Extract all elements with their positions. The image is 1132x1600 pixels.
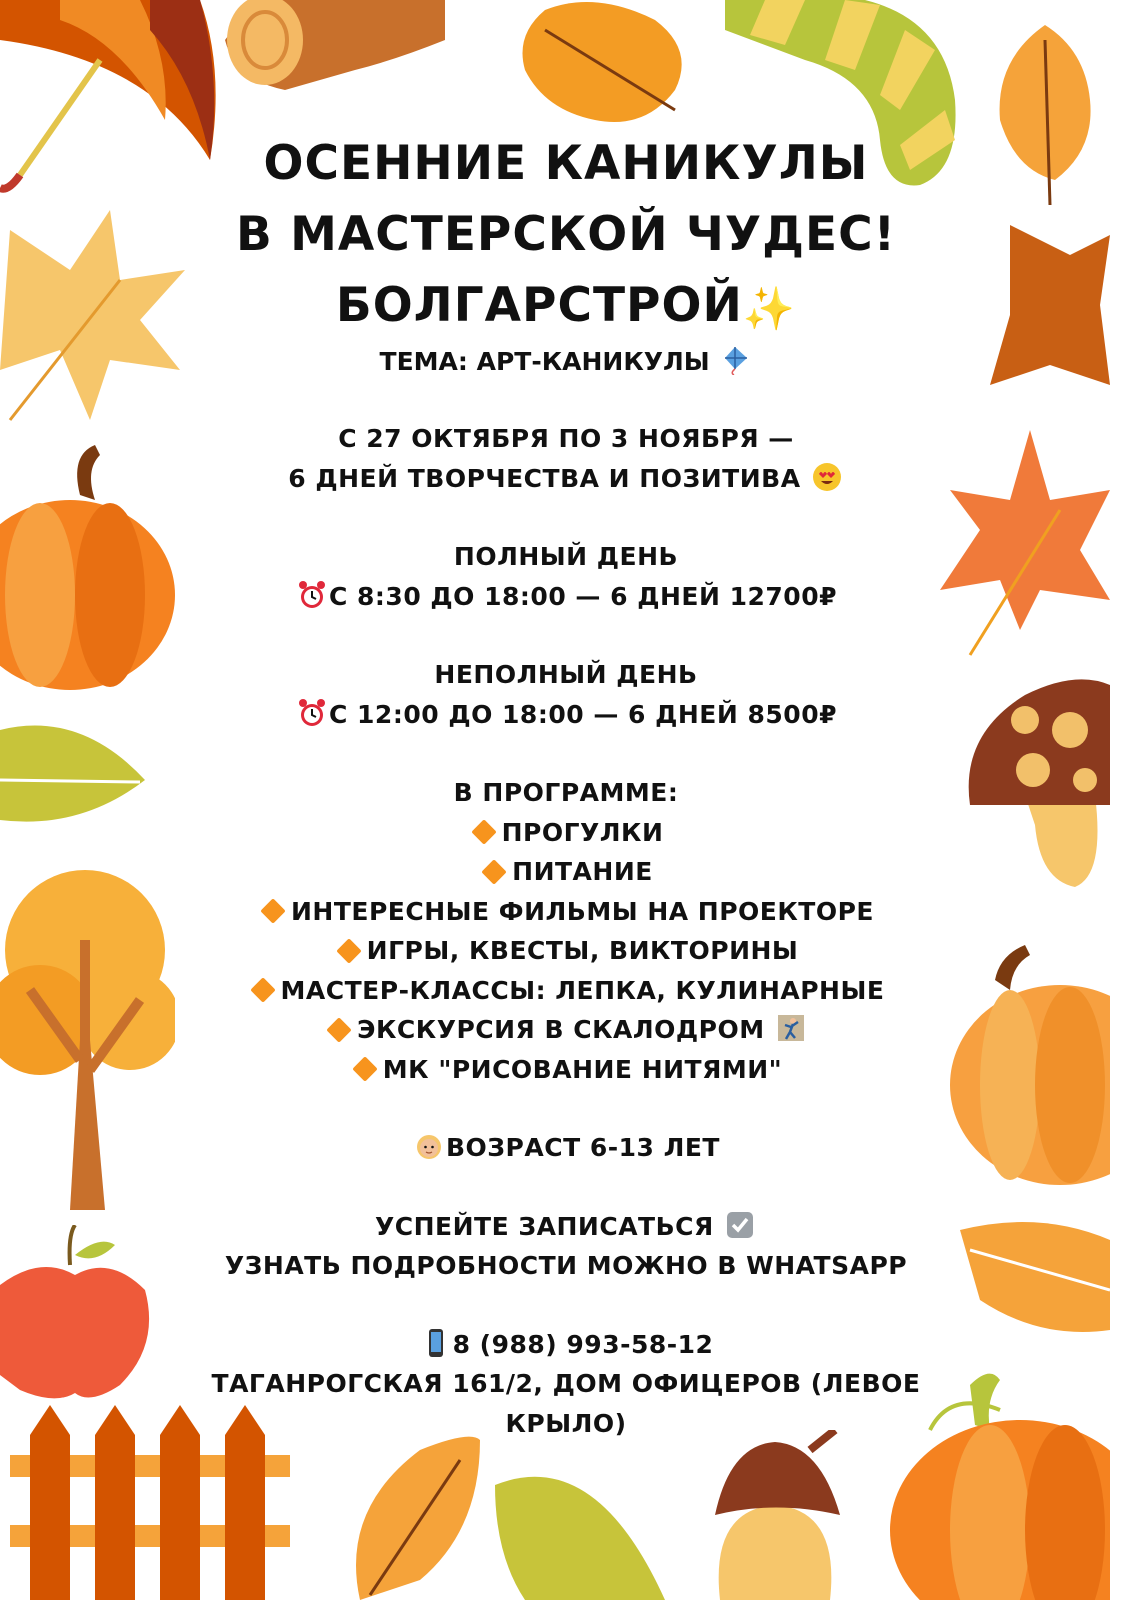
- age-line: [150, 1128, 982, 1168]
- program-item-text: ИГРЫ, КВЕСТЫ, ВИКТОРИНЫ: [366, 936, 799, 965]
- title-line-2: В МАСТЕРСКОЙ ЧУДЕС!: [235, 207, 897, 262]
- part-day-detail: [150, 695, 982, 735]
- title-line-3-text: БОЛГАРСТРОЙ: [335, 278, 743, 333]
- apple-illustration: [0, 1225, 155, 1400]
- full-day-heading: ПОЛНЫЙ ДЕНЬ: [453, 542, 679, 571]
- orange-leaf-illustration: [985, 20, 1105, 210]
- acorn-illustration: [690, 1430, 860, 1600]
- program-item-text: МАСТЕР-КЛАССЫ: ЛЕПКА, КУЛИНАРНЫЕ: [280, 975, 885, 1005]
- climber-icon: [776, 1013, 806, 1043]
- address-line: ТАГАНРОГСКАЯ 161/2, ДОМ ОФИЦЕРОВ (ЛЕВОЕ КРЫЛО): [211, 1369, 921, 1438]
- mobile-phone-icon: [421, 1328, 451, 1358]
- orange-leaf-right-illustration: [960, 1210, 1110, 1340]
- dates-line-2-text: 6 ДНЕЙ ТВОРЧЕСТВА И ПОЗИТИВА: [288, 463, 801, 493]
- theme-line: [150, 344, 982, 380]
- program-item: [150, 852, 982, 892]
- program-heading: В ПРОГРАММЕ:: [453, 778, 679, 807]
- title-line-1: ОСЕННИЕ КАНИКУЛЫ: [263, 136, 869, 191]
- signup-line-1: [150, 1207, 982, 1247]
- oak-leaf-illustration: [505, 0, 705, 140]
- phone-line: [150, 1325, 982, 1365]
- orange-diamond-icon: [471, 819, 496, 844]
- program-item: [150, 1010, 982, 1050]
- orange-diamond-icon: [336, 938, 361, 963]
- bottom-leaf-illustration: [340, 1430, 480, 1600]
- log-illustration: [215, 0, 455, 100]
- program-item-text: ЭКСКУРСИЯ В СКАЛОДРОМ: [357, 1015, 765, 1044]
- part-day-detail-text: С 12:00 ДО 18:00 — 6 ДНЕЙ 8500₽: [328, 699, 837, 729]
- phone-number: 8 (988) 993-58-12: [452, 1329, 714, 1359]
- poster-content: [150, 128, 982, 1443]
- kite-icon: [720, 345, 750, 375]
- green-leaf-illustration: [0, 710, 150, 840]
- program-item: [150, 1050, 982, 1090]
- brown-leaf-illustration: [990, 215, 1110, 395]
- mushroom-illustration: [965, 675, 1110, 890]
- program-item: [150, 931, 982, 971]
- signup-line-2: УЗНАТЬ ПОДРОБНОСТИ МОЖНО В WHATSAPP: [224, 1251, 908, 1280]
- full-day-detail: [150, 577, 982, 617]
- sparkles-icon: ✨: [742, 284, 797, 333]
- child-icon: [414, 1131, 444, 1161]
- program-item-text: ПРОГУЛКИ: [501, 817, 664, 847]
- signup-text: УСПЕЙТЕ ЗАПИСАТЬСЯ: [375, 1211, 714, 1241]
- dates-line-2: [150, 459, 982, 499]
- orange-diamond-icon: [250, 977, 275, 1002]
- bottom-green-leaf-illustration: [495, 1455, 665, 1600]
- tree-illustration: [0, 860, 175, 1210]
- program-item-text: ПИТАНИЕ: [512, 857, 653, 886]
- title-line-3: [150, 270, 982, 344]
- checkbox-icon: [725, 1210, 755, 1240]
- heart-eyes-emoji-icon: [812, 462, 842, 492]
- orange-diamond-icon: [352, 1056, 377, 1081]
- orange-diamond-icon: [260, 898, 285, 923]
- dates-line-1: С 27 ОКТЯБРЯ ПО 3 НОЯБРЯ —: [338, 424, 794, 453]
- theme-text: ТЕМА: АРТ-КАНИКУЛЫ: [379, 347, 710, 376]
- program-item: [150, 971, 982, 1011]
- age-text: ВОЗРАСТ 6-13 ЛЕТ: [445, 1133, 720, 1162]
- part-day-heading: НЕПОЛНЫЙ ДЕНЬ: [434, 660, 698, 689]
- orange-diamond-icon: [326, 1017, 351, 1042]
- program-item: [150, 813, 982, 853]
- orange-diamond-icon: [481, 859, 506, 884]
- alarm-clock-icon: [297, 580, 327, 610]
- program-item: [150, 892, 982, 932]
- program-item-text: МК "РИСОВАНИЕ НИТЯМИ": [382, 1054, 783, 1084]
- program-item-text: ИНТЕРЕСНЫЕ ФИЛЬМЫ НА ПРОЕКТОРЕ: [290, 896, 875, 926]
- alarm-clock-icon: [297, 698, 327, 728]
- full-day-detail-text: С 8:30 ДО 18:00 — 6 ДНЕЙ 12700₽: [328, 581, 837, 611]
